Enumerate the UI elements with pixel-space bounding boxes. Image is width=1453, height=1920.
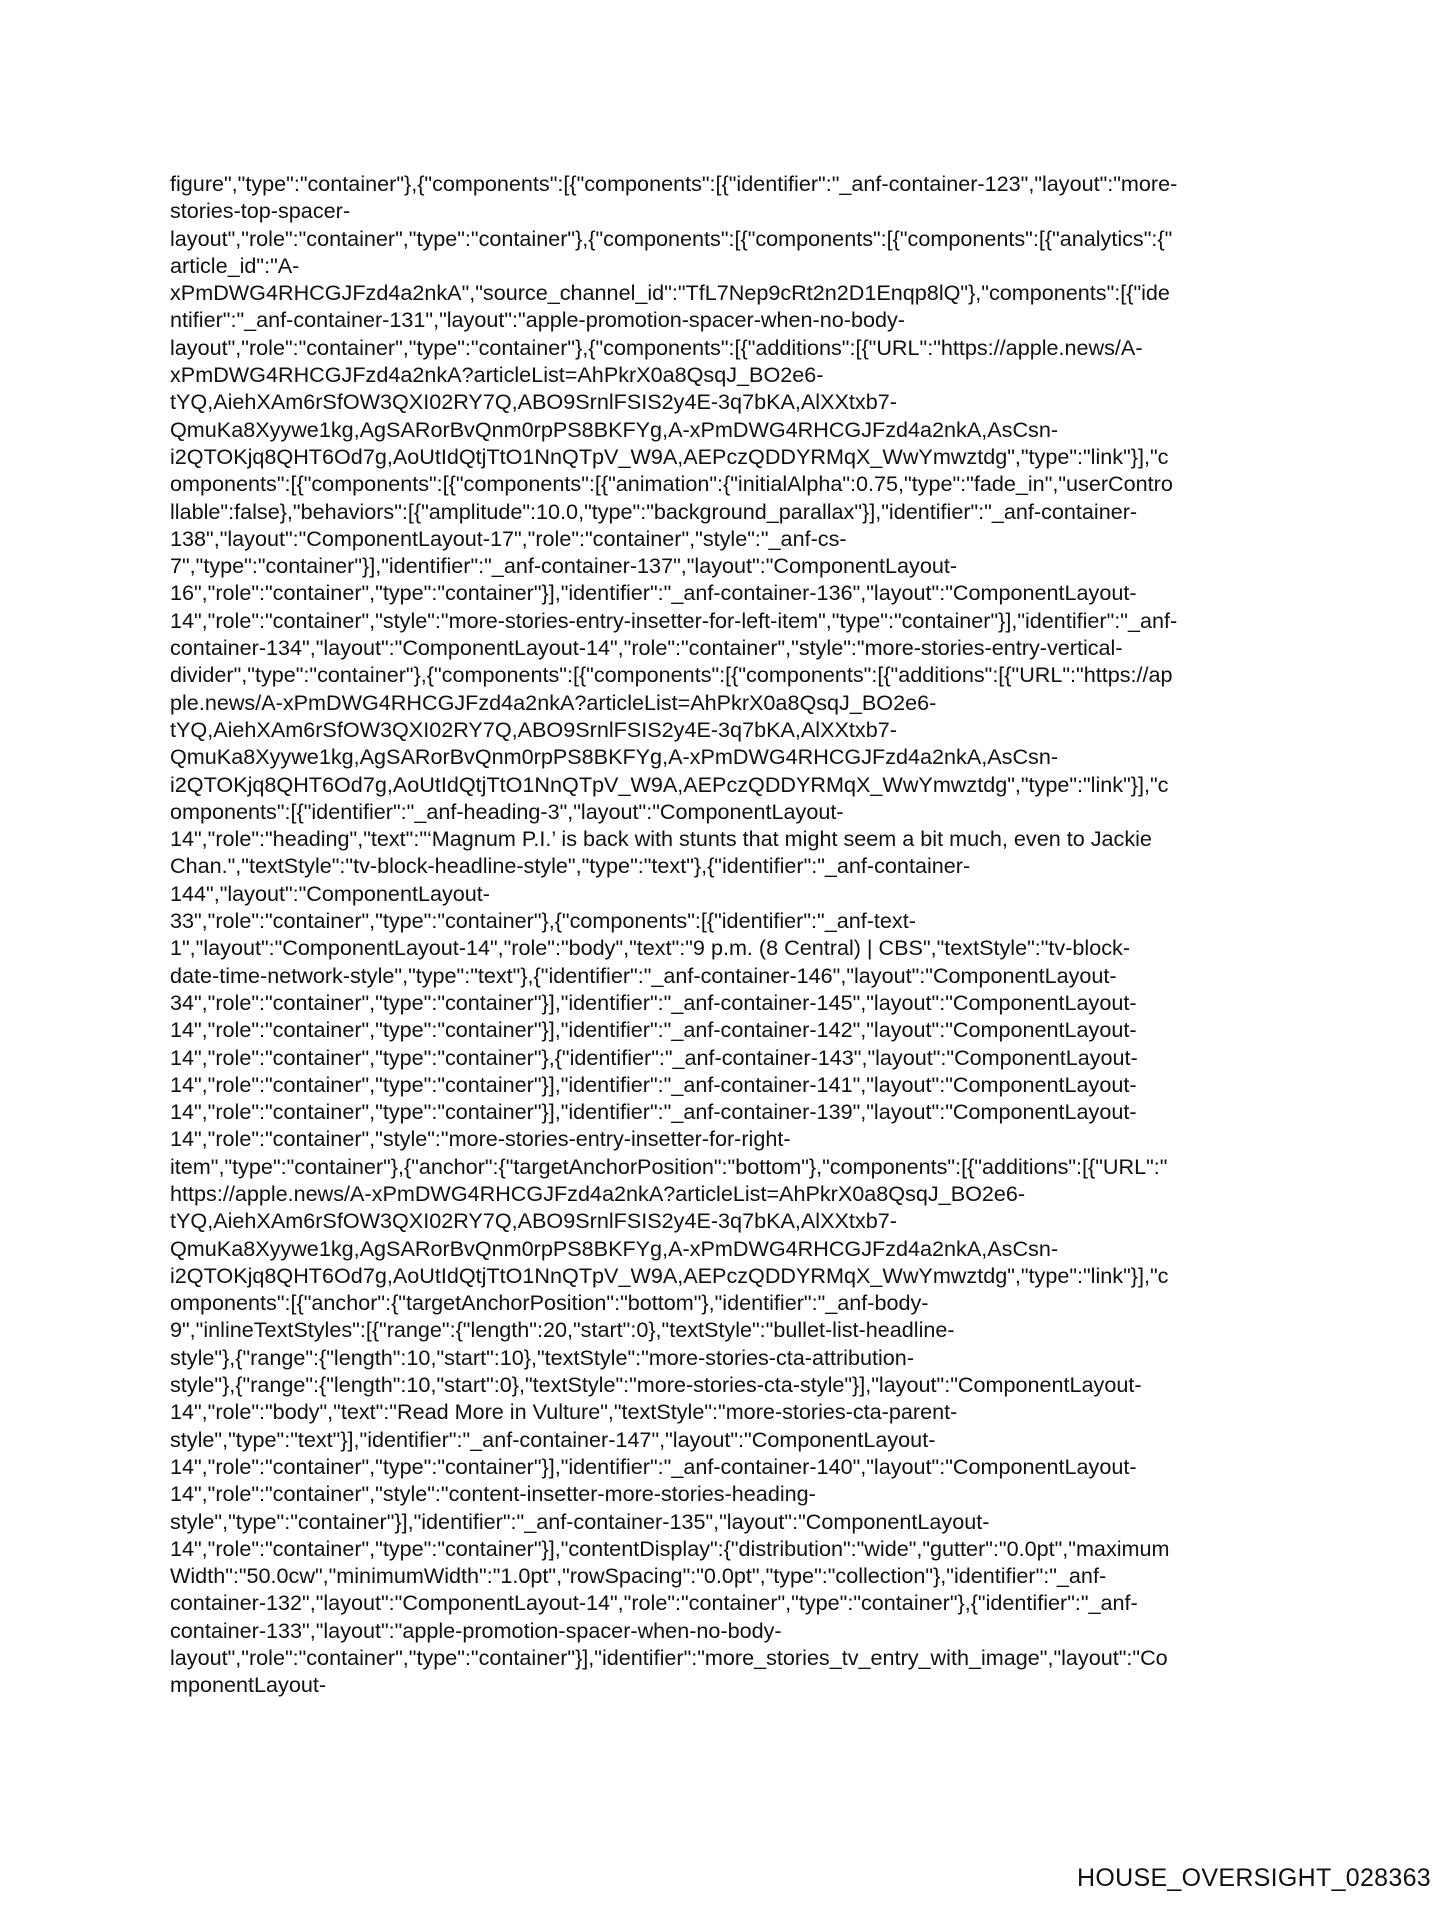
text-line: 138","layout":"ComponentLayout-17","role":"container","style":"_anf-cs-	[170, 525, 847, 551]
text-line: 14","role":"container","style":"more-stories-entry-insetter-for-left-item","type":"container"}],"identifier":"_anf-	[170, 607, 1178, 633]
text-line: 14","role":"container","type":"container"},{"identifier":"_anf-container-143","layout":"ComponentLayout-	[170, 1044, 1138, 1070]
text-line: style"},{"range":{"length":10,"start":0},"textStyle":"more-stories-cta-style"}],"layout":"ComponentLayout-	[170, 1372, 1142, 1398]
text-line: 14","role":"container","style":"more-stories-entry-insetter-for-right-	[170, 1126, 791, 1152]
text-line: tYQ,AiehXAm6rSfOW3QXI02RY7Q,ABO9SrnlFSIS2y4E-3q7bKA,AlXXtxb7-	[170, 716, 897, 742]
text-line: ple.news/A-xPmDWG4RHCGJFzd4a2nkA?articleList=AhPkrX0a8QsqJ_BO2e6-	[170, 689, 937, 715]
text-line: omponents":[{"identifier":"_anf-heading-3","layout":"ComponentLayout-	[170, 798, 844, 824]
text-line: 7","type":"container"}],"identifier":"_anf-container-137","layout":"ComponentLayout-	[170, 553, 958, 579]
text-line: tYQ,AiehXAm6rSfOW3QXI02RY7Q,ABO9SrnlFSIS2y4E-3q7bKA,AlXXtxb7-	[170, 1208, 897, 1234]
text-line: container-132","layout":"ComponentLayout-14","role":"container","type":"container"},{"identifier":"_anf-	[170, 1590, 1138, 1616]
text-line: 33","role":"container","type":"container"},{"components":[{"identifier":"_anf-text-	[170, 908, 916, 934]
text-line: 144","layout":"ComponentLayout-	[170, 880, 490, 906]
text-line: ntifier":"_anf-container-131","layout":"apple-promotion-spacer-when-no-body-	[170, 307, 905, 333]
text-line: 9","inlineTextStyles":[{"range":{"length":20,"start":0},"textStyle":"bullet-list-headline-	[170, 1317, 955, 1343]
text-line: 14","role":"container","type":"container"}],"identifier":"_anf-container-142","layout":"ComponentLayout-	[170, 1017, 1137, 1043]
text-line: 14","role":"body","text":"Read More in Vulture","textStyle":"more-stories-cta-parent-	[170, 1399, 958, 1425]
text-line: date-time-network-style","type":"text"},{"identifier":"_anf-container-146","layout":"ComponentLayout-	[170, 962, 1117, 988]
text-line: i2QTOKjq8QHT6Od7g,AoUtIdQtjTtO1NnQTpV_W9A,AEPczQDDYRMqX_WwYmwztdg","type":"link"}],"c	[170, 1262, 1169, 1288]
text-line: layout","role":"container","type":"container"},{"components":[{"components":[{"components":[{"analytics":{"	[170, 225, 1173, 251]
text-line: container-134","layout":"ComponentLayout-14","role":"container","style":"more-stories-entry-vertical-	[170, 635, 1123, 661]
text-line: https://apple.news/A-xPmDWG4RHCGJFzd4a2nkA?articleList=AhPkrX0a8QsqJ_BO2e6-	[170, 1180, 1026, 1206]
text-line: 14","role":"container","type":"container"}],"contentDisplay":{"distribution":"wide","gutter":"0.0pt","maximum	[170, 1535, 1170, 1561]
text-line: xPmDWG4RHCGJFzd4a2nkA","source_channel_id":"TfL7Nep9cRt2n2D1Enqp8lQ"},"components":[{"ide	[170, 280, 1170, 306]
text-line: QmuKa8Xyywe1kg,AgSARorBvQnm0rpPS8BKFYg,A-xPmDWG4RHCGJFzd4a2nkA,AsCsn-	[170, 416, 1059, 442]
text-line: article_id":"A-	[170, 252, 300, 278]
text-line: omponents":[{"anchor":{"targetAnchorPosition":"bottom"},"identifier":"_anf-body-	[170, 1290, 929, 1316]
text-line: stories-top-spacer-	[170, 198, 351, 224]
text-line: Width":"50.0cw","minimumWidth":"1.0pt","rowSpacing":"0.0pt","type":"collection"},"identifier":"_anf-	[170, 1563, 1107, 1589]
text-line: QmuKa8Xyywe1kg,AgSARorBvQnm0rpPS8BKFYg,A-xPmDWG4RHCGJFzd4a2nkA,AsCsn-	[170, 744, 1059, 770]
text-line: 14","role":"container","type":"container"}],"identifier":"_anf-container-139","layout":"ComponentLayout-	[170, 1099, 1137, 1125]
text-line: layout","role":"container","type":"container"}],"identifier":"more_stories_tv_entry_with_image","layout":"Co	[170, 1645, 1168, 1671]
text-line: omponents":[{"components":[{"components":[{"animation":{"initialAlpha":0.75,"type":"fade_in","userContro	[170, 471, 1173, 497]
text-line: tYQ,AiehXAm6rSfOW3QXI02RY7Q,ABO9SrnlFSIS2y4E-3q7bKA,AlXXtxb7-	[170, 389, 897, 415]
text-line: llable":false},"behaviors":[{"amplitude":10.0,"type":"background_parallax"}],"identifier":"_anf-container-	[170, 498, 1138, 524]
text-line: style","type":"container"}],"identifier":"_anf-container-135","layout":"ComponentLayout-	[170, 1508, 990, 1534]
text-line: style","type":"text"}],"identifier":"_anf-container-147","layout":"ComponentLayout-	[170, 1426, 936, 1452]
text-line: xPmDWG4RHCGJFzd4a2nkA?articleList=AhPkrX0a8QsqJ_BO2e6-	[170, 362, 824, 388]
text-line: mponentLayout-	[170, 1672, 327, 1698]
text-line: 1","layout":"ComponentLayout-14","role":"body","text":"9 p.m. (8 Central) | CBS","textStyle":"tv-block-	[170, 935, 1131, 961]
text-line: style"},{"range":{"length":10,"start":10},"textStyle":"more-stories-cta-attribution-	[170, 1344, 915, 1370]
text-line: 14","role":"heading","text":"‘Magnum P.I.’ is back with stunts that might seem a bit much, even to Jackie	[170, 826, 1152, 852]
text-line: 16","role":"container","type":"container"}],"identifier":"_anf-container-136","layout":"ComponentLayout-	[170, 580, 1137, 606]
text-line: divider","type":"container"},{"components":[{"components":[{"components":[{"additions":[{"URL":"https://ap	[170, 662, 1173, 688]
text-line: i2QTOKjq8QHT6Od7g,AoUtIdQtjTtO1NnQTpV_W9A,AEPczQDDYRMqX_WwYmwztdg","type":"link"}],"c	[170, 443, 1169, 469]
body-text	[170, 170, 1290, 1699]
text-line: 14","role":"container","style":"content-insetter-more-stories-heading-	[170, 1481, 816, 1507]
text-line: container-133","layout":"apple-promotion-spacer-when-no-body-	[170, 1617, 782, 1643]
text-line: item","type":"container"},{"anchor":{"targetAnchorPosition":"bottom"},"components":[{"additions":[{"URL":"	[170, 1153, 1168, 1179]
text-line: figure","type":"container"},{"components":[{"components":[{"identifier":"_anf-container-123","layout":"more-	[170, 171, 1178, 196]
text-line: 34","role":"container","type":"container"}],"identifier":"_anf-container-145","layout":"ComponentLayout-	[170, 989, 1137, 1015]
text-line: QmuKa8Xyywe1kg,AgSARorBvQnm0rpPS8BKFYg,A-xPmDWG4RHCGJFzd4a2nkA,AsCsn-	[170, 1235, 1059, 1261]
bates-number: HOUSE_OVERSIGHT_028363	[1077, 1864, 1431, 1892]
text-line: 14","role":"container","type":"container"}],"identifier":"_anf-container-141","layout":"ComponentLayout-	[170, 1071, 1137, 1097]
text-line: Chan.","textStyle":"tv-block-headline-style","type":"text"},{"identifier":"_anf-container-	[170, 853, 971, 879]
text-line: layout","role":"container","type":"container"},{"components":[{"additions":[{"URL":"https://apple.news/A-	[170, 334, 1143, 360]
text-line: 14","role":"container","type":"container"}],"identifier":"_anf-container-140","layout":"ComponentLayout-	[170, 1453, 1137, 1479]
text-line: i2QTOKjq8QHT6Od7g,AoUtIdQtjTtO1NnQTpV_W9A,AEPczQDDYRMqX_WwYmwztdg","type":"link"}],"c	[170, 771, 1169, 797]
